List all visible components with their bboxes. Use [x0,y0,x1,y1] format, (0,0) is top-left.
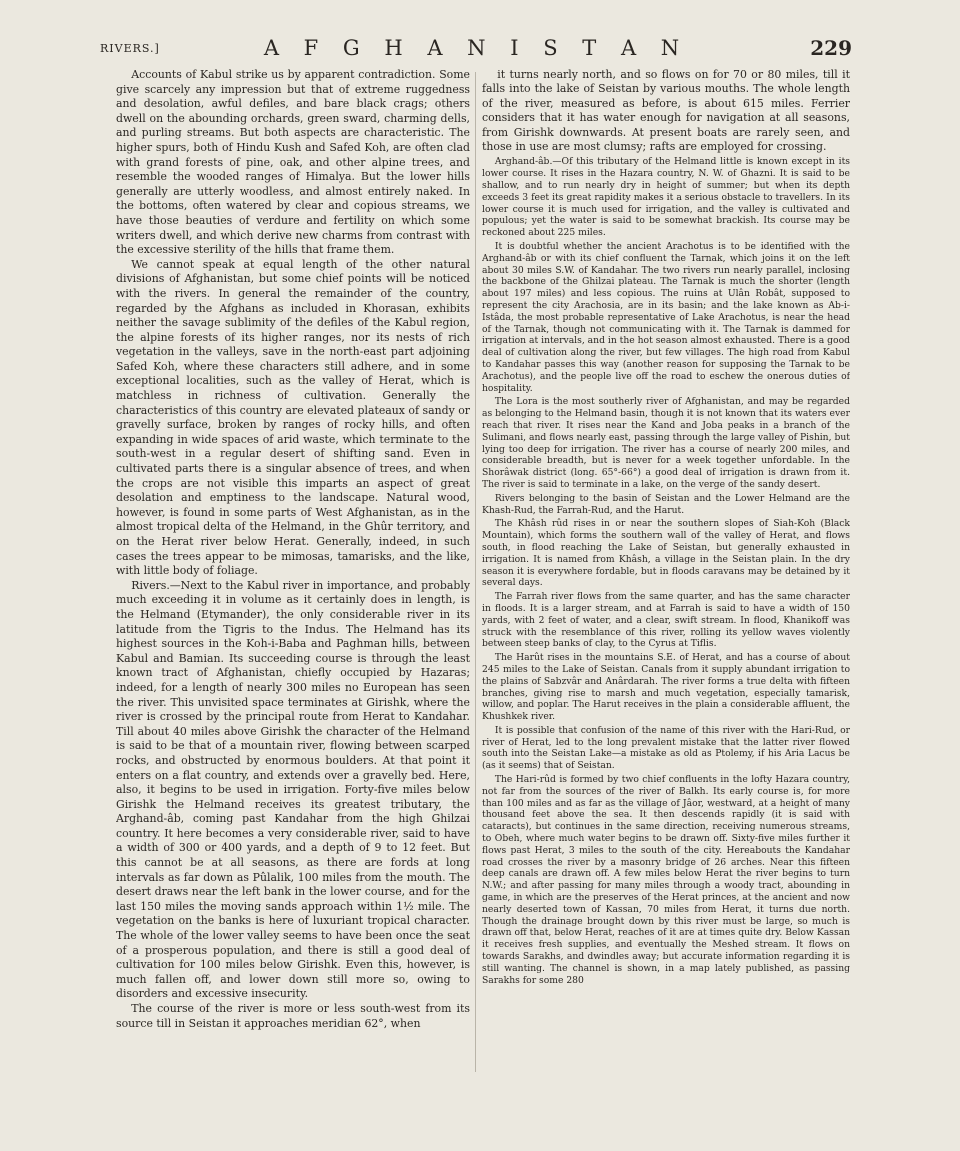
page-header [100,34,852,60]
running-head: RIVERS.] [100,42,160,55]
paragraph: Rivers belonging to the basin of Seistan and the Lower Helmand are the Khash-Rud, the Farrah-Rud, and the Harut. [482,492,850,516]
paragraph: It is doubtful whether the ancient Arachotus is to be identified with the Arghand-âb or with its chief confluent the Tarnak, which joins it on the left about 30 miles S.W. of Kandahar. The two rivers run nearly parallel, inclosing the backbone of the Ghilzai plateau. The Tarnak is much the shorter (length about 197 miles) and less copious. The ruins at Ulân Robât, supposed to represent the city Arachosia, are in its basin; and the lake known as Ab-i-Istâda, the most probable representative of Lake Arachotus, is near the head of the Tarnak, though not communicating with it. The Tarnak is dammed for irrigation at intervals, and in the hot season almost exhausted. There is a good deal of cultivation along the river, but few villages. The high road from Kabul to Kandahar passes this way (another reason for supposing the Tarnak to be Arachotus), and the people live off the road to eschew the onerous duties of hospitality. [482,241,850,394]
paragraph: Arghand-âb.—Of this tributary of the Helmand little is known except in its lower course. It rises in the Hazara country, N. W. of Ghazni. It is said to be shallow, and to run nearly dry in height of summer; but when its depth exceeds 3 feet its great rapidity makes it a serious obstacle to travellers. In its lower course it is much used for irrigation, and the valley is cultivated and populous; yet the water is said to be somewhat brackish. Its course may be reckoned about 225 miles. [482,156,850,239]
paragraph: It is possible that confusion of the name of this river with the Hari-Rud, or river of Herat, led to the long prevalent mistake that the latter river flowed south into the Seistan Lake—a mistake as old as Ptolemy, if his Aria Lacus be (as it seems) that of Seistan. [482,724,850,772]
paragraph: The Khâsh rûd rises in or near the southern slopes of Siah-Koh (Black Mountain), which forms the southern wall of the valley of Herat, and flows south, in flood reaching the Lake of Seistan, but generally exhausted in irrigation. It is named from Khâsh, a village in the Seistan plain. In the dry season it is everywhere fordable, but in floods caravans may be detained by it several days. [482,518,850,589]
paragraph: The Farrah river flows from the same quarter, and has the same character in floods. It is a larger stream, and at Farrah is said to have a width of 150 yards, with 2 feet of water, and a clear, swift stream. In flood, Khanikoff was struck with the resemblance of this river, rolling its yellow waves violently between steep banks of clay, to the Cyrus at Tiflis. [482,591,850,650]
paragraph: The Lora is the most southerly river of Afghanistan, and may be regarded as belonging to the Helmand basin, though it is not known that its waters ever reach that river. It rises near the Kand and Joba peaks in a branch of the Sulimani, and flows nearly east, passing through the large valley of Pishin, but lying too deep for irrigation. The river has a course of nearly 200 miles, and considerable breadth, but is never for a week together unfordable. In the Shorâwak district (long. 65°-66°) a good deal of irrigation is drawn from it. The river is said to terminate in a lake, on the verge of the sandy desert. [482,396,850,490]
paragraph: it turns nearly north, and so flows on for 70 or 80 miles, till it falls into the lake of Seistan by various mouths. The whole length of the river, measured as before, is about 615 miles. Ferrier considers that it has water enough for navigation at all seasons, from Girishk downwards. At present boats are rarely seen, and those in use are most clumsy; rafts are employed for crossing. [482,68,850,154]
column-divider [475,72,476,1072]
paragraph: The Hari-rûd is formed by two chief confluents in the lofty Hazara country, not far from the sources of the river of Balkh. Its early course is, for more than 100 miles and as far as the village of Jâor, westward, at a height of many thousand feet above the sea. It then descends rapidly (it is said with cataracts), but continues in the same direction, receiving numerous streams, to Obeh, where much water begins to be drawn off. Sixty-five miles further it flows past Herat, 3 miles to the south of the city. Hereabouts the Kandahar road crosses the river by a masonry bridge of 26 arches. Near this fifteen deep canals are drawn off. A few miles below Herat the river begins to turn N.W.; and after passing for many miles through a woody tract, abounding in game, in which are the preserves of the Herat princes, at the ancient and now nearly deserted town of Kassan, 70 miles from Herat, it turns due north. Though the drainage brought down by this river must be large, so much is drawn off that, below Herat, reaches of it are at times quite dry. Below Kassan it receives fresh supplies, and eventually the Meshed stream. It flows on towards Sarakhs, and dwindles away; but accurate information regarding it is still wanting. The channel is shown, in a map lately published, as passing Sarakhs for some 280 [482,774,850,986]
page-number: 229 [810,36,852,60]
left-column [116,68,470,1137]
paragraph: We cannot speak at equal length of the other natural divisions of Afghanistan, but some chief points will be noticed with the rivers. In general the remainder of the country, regarded by the Afghans as included in Khorasan, exhibits neither the savage sublimity of the defiles of the Kabul region, the alpine forests of its higher ranges, nor its nests of rich vegetation in the valleys, save in the north-east part adjoining Safed Koh, where these characters still adhere, and in some exceptional localities, such as the valley of Herat, which is matchless in richness of cultivation. Generally the characteristics of this country are elevated plateaux of sandy or gravelly surface, broken by ranges of rocky hills, and often expanding in wide spaces of arid waste, which terminate to the south-west in a regular desert of shifting sand. Even in cultivated parts there is a singular absence of trees, and when the crops are not visible this imparts an aspect of great desolation and emptiness to the landscape. Natural wood, however, is found in some parts of West Afghanistan, as in the almost tropical delta of the Helmand, in the Ghûr territory, and on the Herat river below Herat. Generally, indeed, in such cases the trees appear to be mimosas, tamarisks, and the like, with little body of foliage. [116,257,470,578]
paragraph: Accounts of Kabul strike us by apparent contradiction. Some give scarcely any impression but that of extreme ruggedness and desolation, awful defiles, and bare black crags; others dwell on the abounding orchards, green sward, charming dells, and purling streams. But both aspects are characteristic. The higher spurs, both of Hindu Kush and Safed Koh, are often clad with grand forests of pine, oak, and other alpine trees, and resemble the wooded ranges of Himalya. But the lower hills generally are utterly woodless, and almost entirely naked. In the bottoms, often watered by clear and copious streams, we have those beauties of verdure and fertility on which some writers dwell, and which derive new charms from contrast with the excessive sterility of the hills that frame them. [116,68,470,257]
paragraph: Rivers.—Next to the Kabul river in importance, and probably much exceeding it in volume as it certainly does in length, is the Helmand (Etymander), the only considerable river in its latitude from the Tigris to the Indus. The Helmand has its highest sources in the Koh-i-Baba and Paghman hills, between Kabul and Bamian. Its succeeding course is through the least known tract of Afghanistan, chiefly occupied by Hazaras; indeed, for a length of nearly 300 miles no European has seen the river. This unvisited space terminates at Girishk, where the river is crossed by the principal route from Herat to Kandahar. Till about 40 miles above Girishk the character of the Helmand is said to be that of a mountain river, flowing between scarped rocks, and obstructed by enormous boulders. At that point it enters on a flat country, and extends over a gravelly bed. Here, also, it begins to be used in irrigation. Forty-five miles below Girishk the Helmand receives its greatest tributary, the Arghand-âb, coming past Kandahar from the high Ghilzai country. It here becomes a very considerable river, said to have a width of 300 or 400 yards, and a depth of 9 to 12 feet. But this cannot be at all seasons, as there are fords at long intervals as far down as Pûlalik, 100 miles from the mouth. The desert draws near the left bank in the lower course, and for the last 150 miles the moving sands approach within 1½ mile. The vegetation on the banks is here of luxuriant tropical character. The whole of the lower valley seems to have been once the seat of a prosperous population, and there is still a good deal of cultivation for 100 miles below Girishk. Even this, however, is much fallen off, and lower down still more so, owing to disorders and excessive insecurity. [116,578,470,1001]
page-title: A F G H A N I S T A N [263,36,689,60]
paragraph: The Harût rises in the mountains S.E. of Herat, and has a course of about 245 miles to the Lake of Seistan. Canals from it supply abundant irrigation to the plains of Sabzvâr and Anârdarah. The river forms a true delta with fifteen branches, giving rise to marsh and much vegetation, especially tamarisk, willow, and poplar. The Harut receives in the plain a considerable affluent, the Khushkek river. [482,652,850,723]
paragraph: The course of the river is more or less south-west from its source till in Seistan it approaches meridian 62°, when [116,1002,470,1030]
right-column [482,68,850,1137]
